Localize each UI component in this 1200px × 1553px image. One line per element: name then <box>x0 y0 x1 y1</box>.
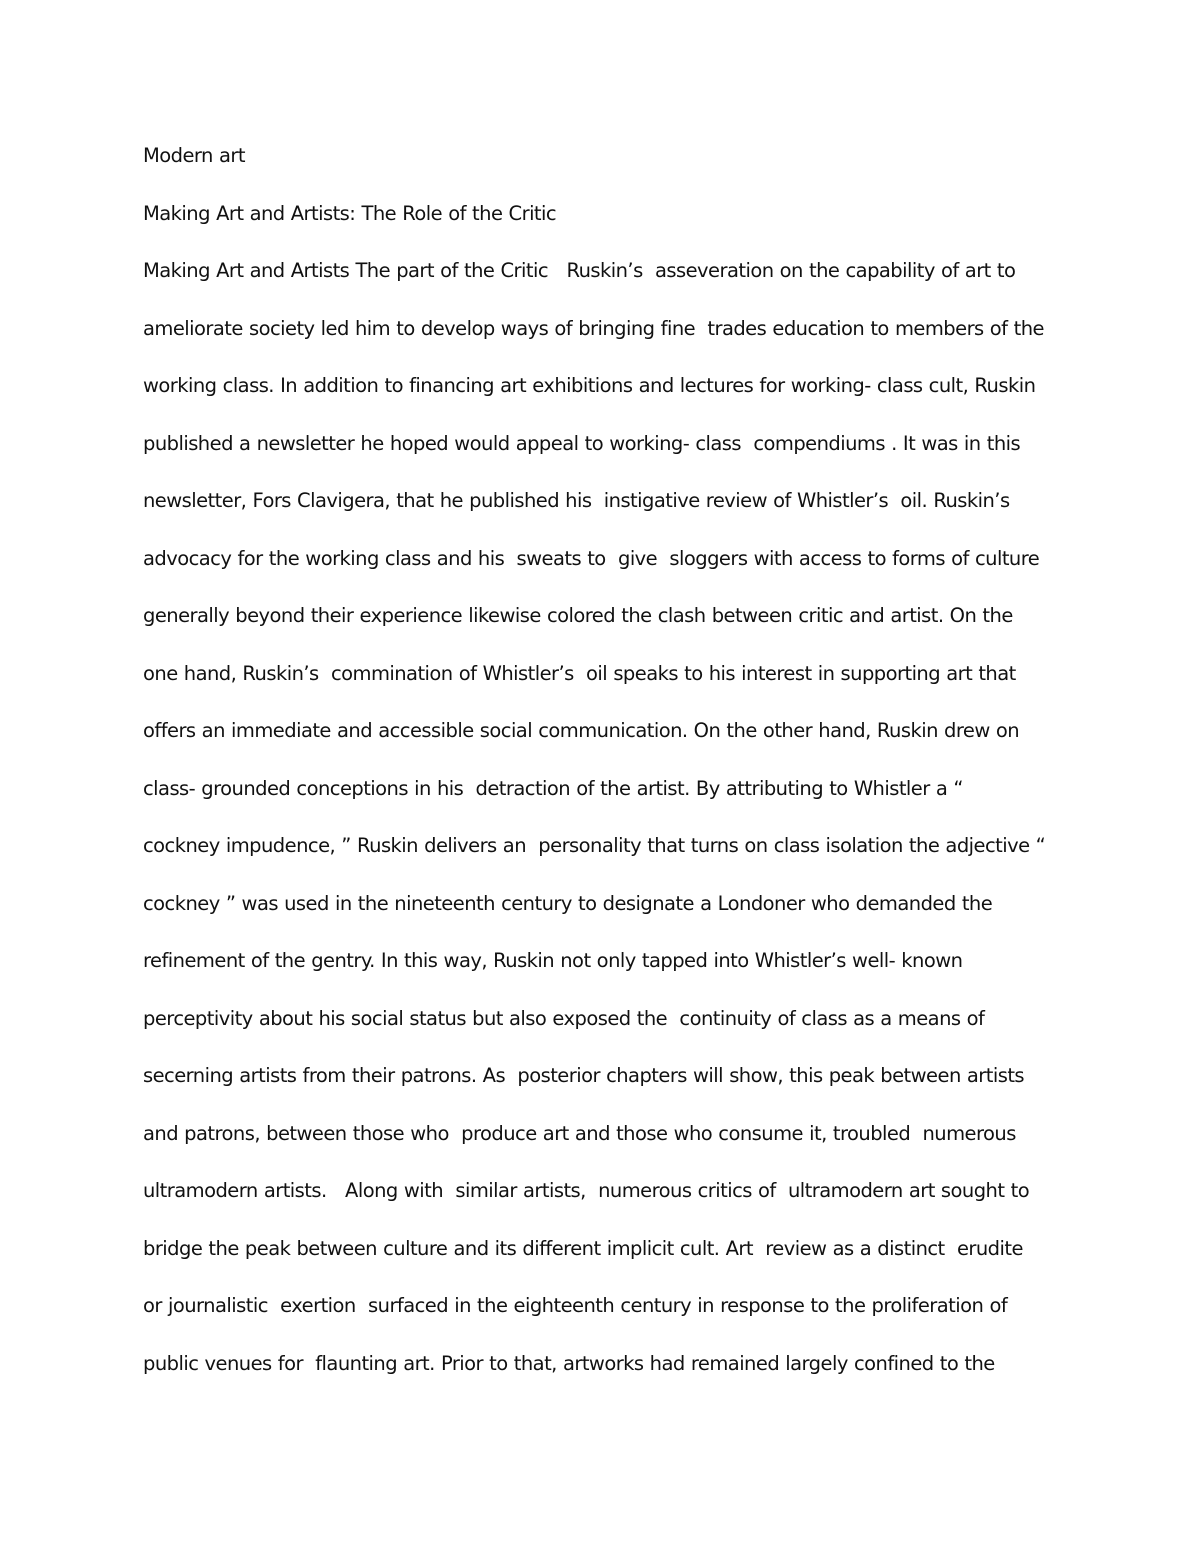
body-line: generally beyond their experience likewise colored the clash between critic and artist. On the <box>143 604 1013 627</box>
body-line: Making Art and Artists The part of the Critic Ruskin’s asseveration on the capability of art to <box>143 259 1016 282</box>
body-line: advocacy for the working class and his sweats to give sloggers with access to forms of culture <box>143 547 1040 570</box>
body-line: secerning artists from their patrons. As posterior chapters will show, this peak between artists <box>143 1064 1025 1087</box>
body-line: working class. In addition to financing art exhibitions and lectures for working- class cult, Ruskin <box>143 374 1036 397</box>
body-line: public venues for flaunting art. Prior to that, artworks had remained largely confined to the <box>143 1352 995 1375</box>
body-line: ultramodern artists. Along with similar artists, numerous critics of ultramodern art sought to <box>143 1179 1030 1202</box>
body-line: and patrons, between those who produce art and those who consume it, troubled numerous <box>143 1122 1016 1145</box>
body-line: cockney ” was used in the nineteenth century to designate a Londoner who demanded the <box>143 892 993 915</box>
body-line: bridge the peak between culture and its different implicit cult. Art review as a distinct erudite <box>143 1237 1023 1260</box>
document-title: Making Art and Artists: The Role of the Critic <box>143 202 557 225</box>
body-line: one hand, Ruskin’s commination of Whistler’s oil speaks to his interest in supporting art that <box>143 662 1016 685</box>
body-line: perceptivity about his social status but also exposed the continuity of class as a means of <box>143 1007 985 1030</box>
body-line: published a newsletter he hoped would appeal to working- class compendiums . It was in this <box>143 432 1021 455</box>
body-line: class- grounded conceptions in his detraction of the artist. By attributing to Whistler a “ <box>143 777 963 800</box>
document-heading: Modern art <box>143 144 245 167</box>
body-line: refinement of the gentry. In this way, Ruskin not only tapped into Whistler’s well- known <box>143 949 963 972</box>
body-line: cockney impudence, ” Ruskin delivers an personality that turns on class isolation the adjective “ <box>143 834 1046 857</box>
body-line: offers an immediate and accessible social communication. On the other hand, Ruskin drew on <box>143 719 1020 742</box>
body-line: newsletter, Fors Clavigera, that he published his instigative review of Whistler’s oil. Ruskin’s <box>143 489 1010 512</box>
body-line: ameliorate society led him to develop ways of bringing fine trades education to members of the <box>143 317 1044 340</box>
body-line: or journalistic exertion surfaced in the eighteenth century in response to the proliferation of <box>143 1294 1008 1317</box>
